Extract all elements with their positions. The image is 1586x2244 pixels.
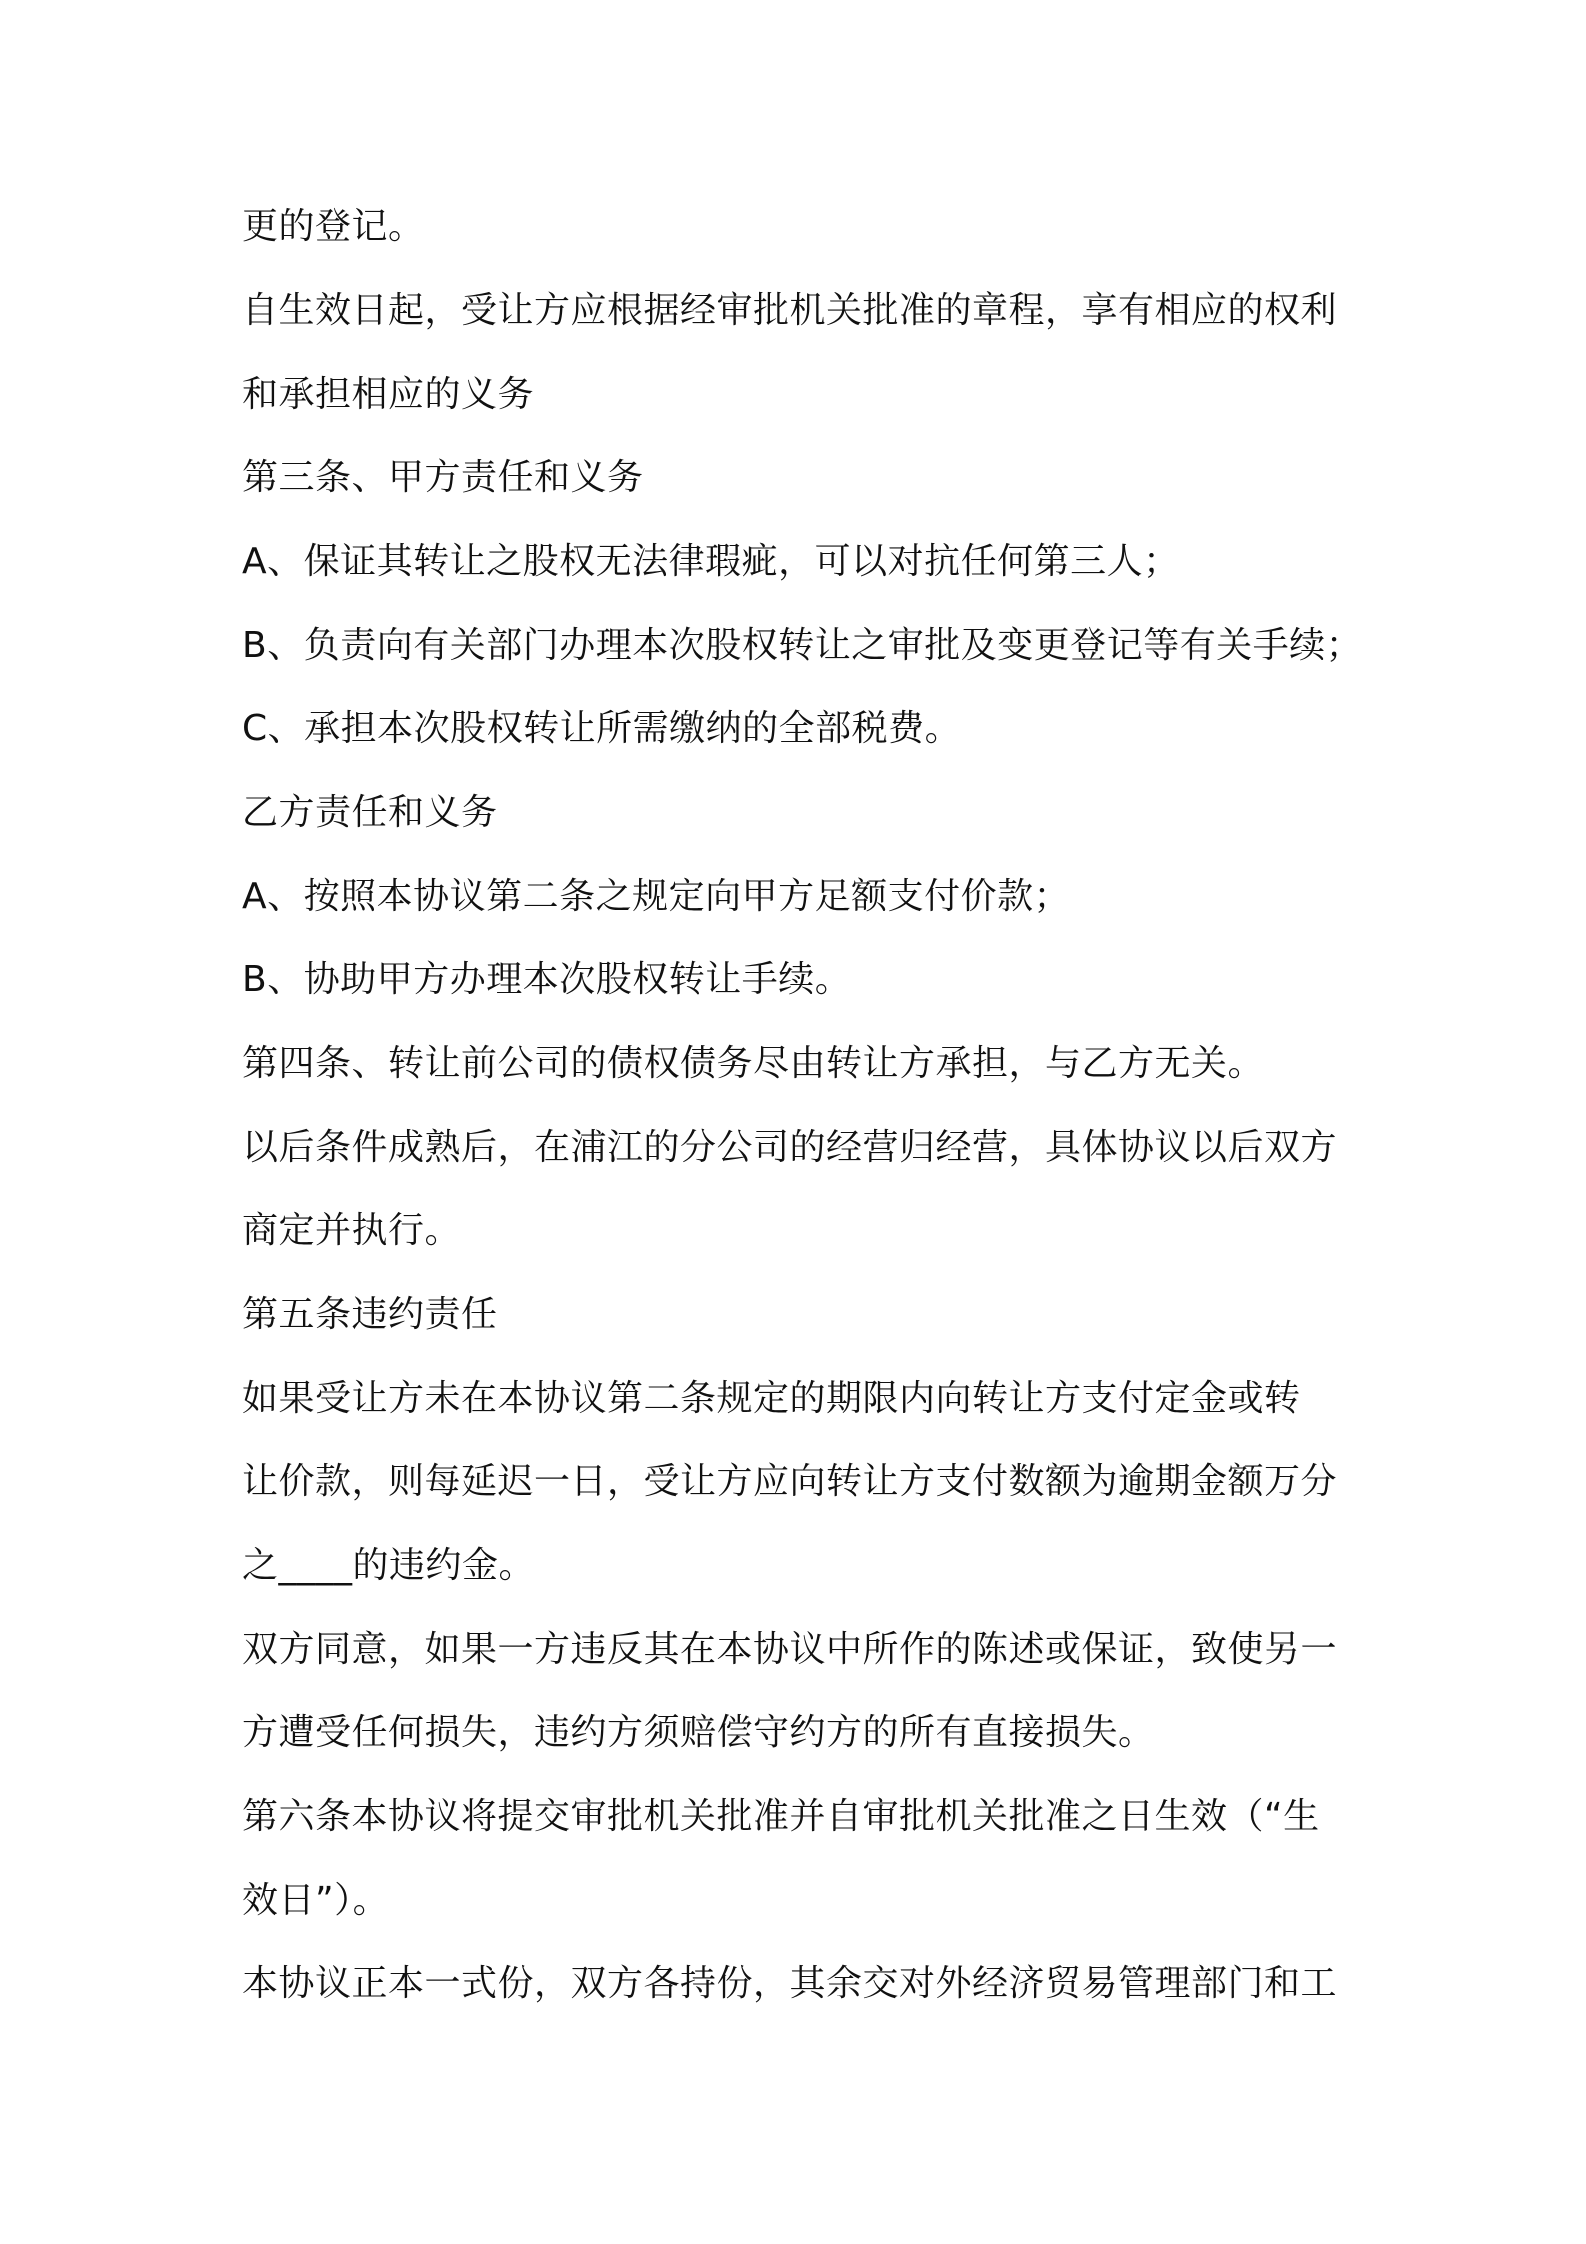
text-line: B、协助甲方办理本次股权转让手续。 <box>242 959 852 1000</box>
text-line: 让价款，则每延迟一日，受让方应向转让方支付数额为逾期金额万分 <box>242 1461 1338 1502</box>
text-line: 效日”）。 <box>242 1880 390 1921</box>
text-line: 方遭受任何损失，违约方须赔偿守约方的所有直接损失。 <box>242 1712 1155 1753</box>
text-line: A、保证其转让之股权无法律瑕疵，可以对抗任何第三人； <box>242 541 1180 582</box>
text-line: C、承担本次股权转让所需缴纳的全部税费。 <box>242 708 962 749</box>
section-heading: 乙方责任和义务 <box>242 792 498 833</box>
section-heading: 第三条、甲方责任和义务 <box>242 457 644 498</box>
text-line: 和承担相应的义务 <box>242 374 535 415</box>
section-heading: 第五条违约责任 <box>242 1294 498 1335</box>
text-line: 如果受让方未在本协议第二条规定的期限内向转让方支付定金或转 <box>242 1378 1301 1419</box>
section-heading: 第四条、转让前公司的债权债务尽由转让方承担，与乙方无关。 <box>242 1043 1265 1084</box>
text-line: 以后条件成熟后，在浦江的分公司的经营归经营，具体协议以后双方 <box>242 1127 1338 1168</box>
text-line: 更的登记。 <box>242 206 425 247</box>
text-line: 本协议正本一式份，双方各持份，其余交对外经济贸易管理部门和工 <box>242 1963 1338 2004</box>
text-line: 商定并执行。 <box>242 1210 462 1251</box>
text-line: B、负责向有关部门办理本次股权转让之审批及变更登记等有关手续； <box>242 625 1363 666</box>
section-heading: 第六条本协议将提交审批机关批准并自审批机关批准之日生效（“生 <box>242 1796 1320 1837</box>
text-line: 双方同意，如果一方违反其在本协议中所作的陈述或保证，致使另一 <box>242 1629 1338 1670</box>
text-line: 之____的违约金。 <box>242 1545 536 1586</box>
text-line: 自生效日起，受让方应根据经审批机关批准的章程，享有相应的权利 <box>242 290 1338 331</box>
text-line: A、按照本协议第二条之规定向甲方足额支付价款； <box>242 876 1071 917</box>
